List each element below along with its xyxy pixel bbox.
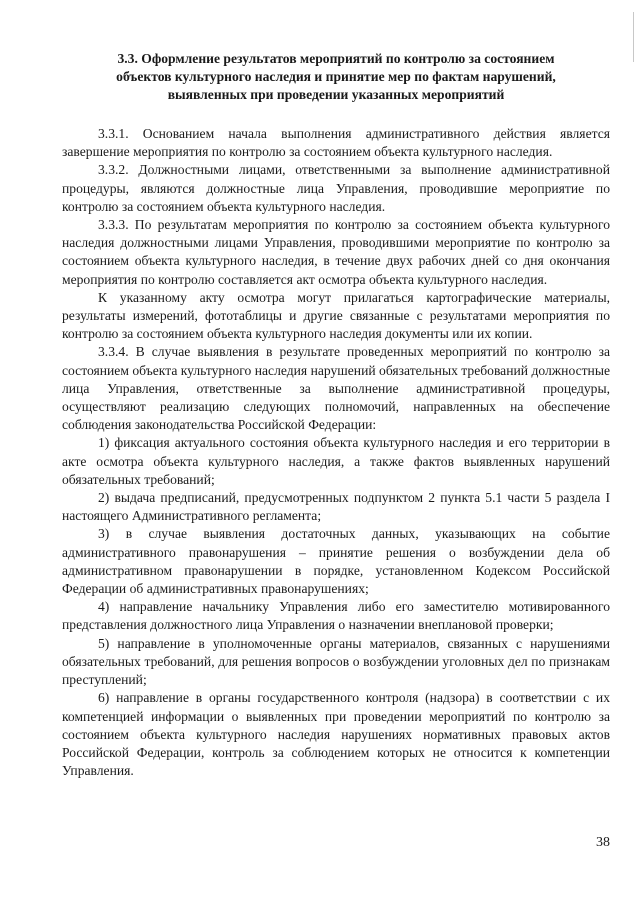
list-item-5: 5) направление в уполномоченные органы материалов, связанных с нарушениями обязательных требований, для решения вопросов о возбуждении уголовных дел по признакам преступлений;	[62, 635, 610, 688]
section-body	[62, 125, 610, 780]
paragraph-3-3-4: 3.3.4. В случае выявления в результате проведенных мероприятий по контролю за состоянием объекта культурного наследия нарушений обязательных требований должностные лица Управления, ответственные за выполнение административной процедуры, осуществляют реализацию следующих полномочий, направленных на обеспечение соблюдения законодательства Российской Федерации:	[62, 344, 610, 433]
paragraph-3-3-1: 3.3.1. Основанием начала выполнения административного действия является завершение мероприятия по контролю за состоянием объекта культурного наследия.	[62, 126, 610, 160]
paragraph-attachments: К указанному акту осмотра могут прилагаться картографические материалы, результаты измерений, фототаблицы и другие связанные с результатами мероприятия по контролю за состоянием объекта культурного наследия документы или их копии.	[62, 289, 610, 342]
document-page	[62, 50, 610, 780]
list-item-1: 1) фиксация актуального состояния объекта культурного наследия и его территории в акте осмотра объекта культурного наследия, а также фактов выявленных нарушений обязательных требований;	[62, 435, 610, 487]
paragraph-3-3-2: 3.3.2. Должностными лицами, ответственными за выполнение административной процедуры, являются должностные лица Управления, проводившие мероприятие по контролю за состоянием объекта культурного наследия.	[62, 162, 610, 214]
page-number: 38	[596, 835, 610, 850]
scan-edge-mark	[633, 12, 634, 62]
list-item-3: 3) в случае выявления достаточных данных, указывающих на событие административного правонарушения – принятие решения о возбуждении дела об административном правонарушении в порядке, установленном Кодексом Российской Федерации об административных правонарушениях;	[62, 526, 610, 597]
paragraph-3-3-3: 3.3.3. По результатам мероприятия по контролю за состоянием объекта культурного наследия должностными лицами Управления, проводившими мероприятие по контролю за состоянием объекта культурного наследия, в течение двух рабочих дней со дня окончания мероприятия по контролю составляется акт осмотра объекта культурного наследия.	[62, 217, 610, 287]
section-heading	[62, 50, 610, 104]
list-item-2: 2) выдача предписаний, предусмотренных подпунктом 2 пункта 5.1 части 5 раздела I настоящего Административного регламента;	[62, 490, 610, 524]
list-item-4: 4) направление начальнику Управления либо его заместителю мотивированного представления должностного лица Управления о назначении внеплановой проверки;	[62, 599, 610, 633]
list-item-6: 6) направление в органы государственного контроля (надзора) в соответствии с их компетенцией информации о выявленных при проведении мероприятий по контролю за состоянием объекта культурного наследия нарушениях нормативных правовых актов Российской Федерации, контроль за соблюдением которых не относится к компетенции Управления.	[62, 690, 610, 779]
heading-line-3: выявленных при проведении указанных мероприятий	[167, 87, 505, 102]
heading-line-2: объектов культурного наследия и принятие мер по фактам нарушений,	[116, 69, 556, 84]
heading-line-1: 3.3. Оформление результатов мероприятий по контролю за состоянием	[117, 51, 555, 66]
